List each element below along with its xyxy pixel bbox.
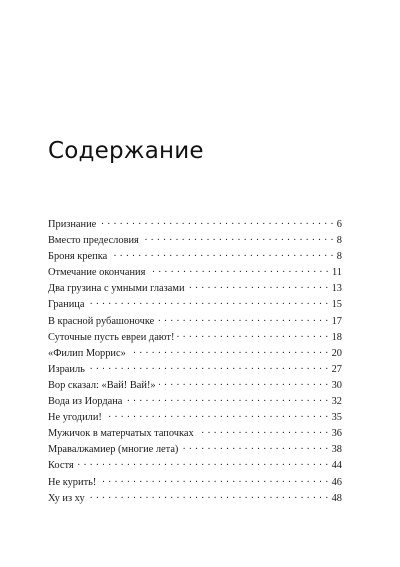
table-of-contents [48, 217, 342, 507]
toc-entry-label: Израиль [48, 363, 85, 375]
toc-entry-label: Вор сказал: «Вай! Вай!» [48, 379, 156, 391]
toc-entry-page: 13 [331, 283, 342, 295]
dot-leader [125, 394, 328, 404]
toc-entry [48, 346, 342, 362]
toc-entry-page: 46 [331, 476, 342, 488]
toc-entry [48, 426, 342, 442]
toc-entry-label: Два грузина с умными глазами [48, 283, 185, 295]
toc-entry-page: 35 [331, 412, 342, 424]
toc-entry-label: Вода из Иордана [48, 396, 123, 408]
toc-entry [48, 281, 342, 297]
toc-entry [48, 442, 342, 458]
toc-entry [48, 410, 342, 426]
toc-entry-page: 36 [331, 428, 342, 440]
toc-entry [48, 233, 342, 249]
toc-entry-label: Суточные пусть евреи дают! [48, 331, 175, 343]
toc-entry-label: Мравалжамиер (многие лета) [48, 444, 179, 456]
toc-entry-page: 8 [336, 251, 342, 263]
toc-entry-label: Отмечание окончания [48, 267, 146, 279]
dot-leader [148, 265, 329, 275]
toc-entry-label: Броня крепка [48, 251, 108, 263]
toc-entry-page: 44 [331, 460, 342, 472]
dot-leader [177, 330, 328, 340]
dot-leader [142, 233, 334, 243]
dot-leader [105, 410, 329, 420]
toc-entry-label: Граница [48, 299, 85, 311]
toc-entry-label: Не курить! [48, 476, 97, 488]
dot-leader [110, 249, 334, 259]
page-title: Содержание [48, 138, 204, 164]
dot-leader [77, 458, 329, 468]
dot-leader [88, 491, 329, 501]
toc-entry [48, 265, 342, 281]
dot-leader [88, 362, 329, 372]
dot-leader [159, 378, 329, 388]
dot-leader [129, 346, 329, 356]
dot-leader [188, 281, 329, 291]
toc-entry [48, 458, 342, 474]
toc-entry-page: 8 [336, 235, 342, 247]
toc-entry-page: 38 [331, 444, 342, 456]
toc-entry-page: 30 [331, 379, 342, 391]
toc-entry [48, 362, 342, 378]
toc-entry [48, 475, 342, 491]
toc-entry-page: 6 [336, 219, 342, 230]
dot-leader [99, 217, 334, 227]
toc-entry-page: 27 [331, 363, 342, 375]
toc-entry-page: 11 [331, 267, 342, 279]
toc-entry [48, 330, 342, 346]
toc-entry-page: 17 [331, 315, 342, 327]
dot-leader [87, 297, 328, 307]
toc-entry-label: Ху из ху [48, 492, 85, 504]
toc-entry-label: Костя [48, 460, 74, 472]
toc-entry [48, 297, 342, 313]
toc-entry-page: 20 [331, 347, 342, 359]
toc-entry-label: «Филип Моррис» [48, 347, 126, 359]
toc-entry-label: Признание [48, 219, 97, 230]
toc-entry-page: 48 [331, 492, 342, 504]
toc-entry [48, 394, 342, 410]
toc-entry-label: Вместо предесловия [48, 235, 139, 247]
toc-entry [48, 491, 342, 507]
toc-entry-label: Мужичок в матерчатых тапочках [48, 428, 194, 440]
toc-entry-page: 18 [331, 331, 342, 343]
dot-leader [99, 475, 328, 485]
dot-leader [157, 314, 328, 324]
toc-entry [48, 378, 342, 394]
toc-entry-page: 32 [331, 396, 342, 408]
dot-leader [181, 442, 328, 452]
toc-entry-label: В красной рубашоночке [48, 315, 155, 327]
dot-leader [197, 426, 329, 436]
toc-entry [48, 249, 342, 265]
toc-entry [48, 314, 342, 330]
toc-entry-page: 15 [331, 299, 342, 311]
toc-entry [48, 217, 342, 233]
toc-entry-label: Не угодили! [48, 412, 102, 424]
